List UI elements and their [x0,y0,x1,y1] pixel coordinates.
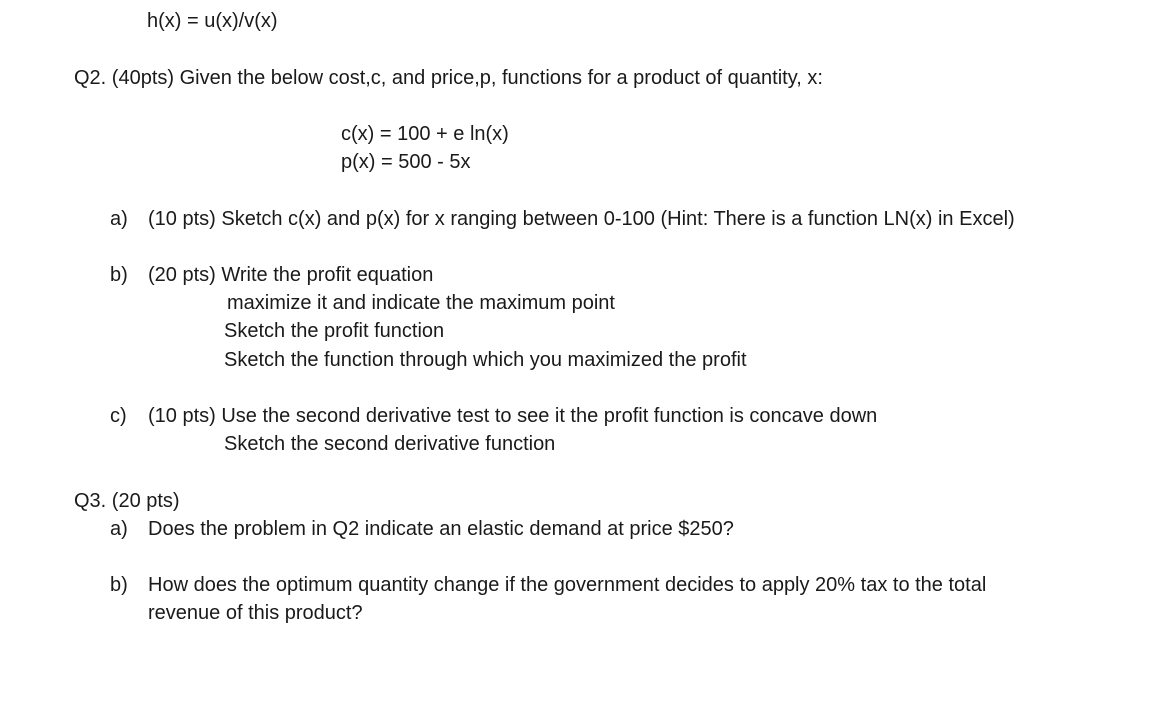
q2-cost-equation: c(x) = 100 + e ln(x) [341,123,509,145]
q2-c-sub1: Sketch the second derivative function [224,433,556,455]
q2-a-marker: a) [110,208,128,230]
q3-b-marker: b) [110,574,128,596]
q2-b-sub2: Sketch the profit function [224,320,445,342]
q3-a-text: Does the problem in Q2 indicate an elastic demand at price $250? [148,518,734,540]
q2-b-text: (20 pts) Write the profit equation [148,264,434,286]
q3-heading: Q3. (20 pts) [74,490,180,512]
q2-price-equation: p(x) = 500 - 5x [341,151,471,173]
q3-b-text-line2: revenue of this product? [148,602,363,624]
q2-c-marker: c) [110,405,127,427]
q2-c-text: (10 pts) Use the second derivative test to see it the profit function is concave down [148,405,878,427]
q2-heading: Q2. (40pts) Given the below cost,c, and price,p, functions for a product of quantity, x: [74,67,823,89]
top-equation: h(x) = u(x)/v(x) [147,10,278,32]
q3-b-text-line1: How does the optimum quantity change if the government decides to apply 20% tax to the total [148,574,987,596]
q2-b-sub1: maximize it and indicate the maximum point [227,292,615,314]
q3-a-marker: a) [110,518,128,540]
q2-a-text: (10 pts) Sketch c(x) and p(x) for x ranging between 0-100 (Hint: There is a function LN(x) in Excel) [148,208,1015,230]
q2-b-marker: b) [110,264,128,286]
q2-b-sub3: Sketch the function through which you maximized the profit [224,349,747,371]
clipped-previous-line [0,0,1175,4]
